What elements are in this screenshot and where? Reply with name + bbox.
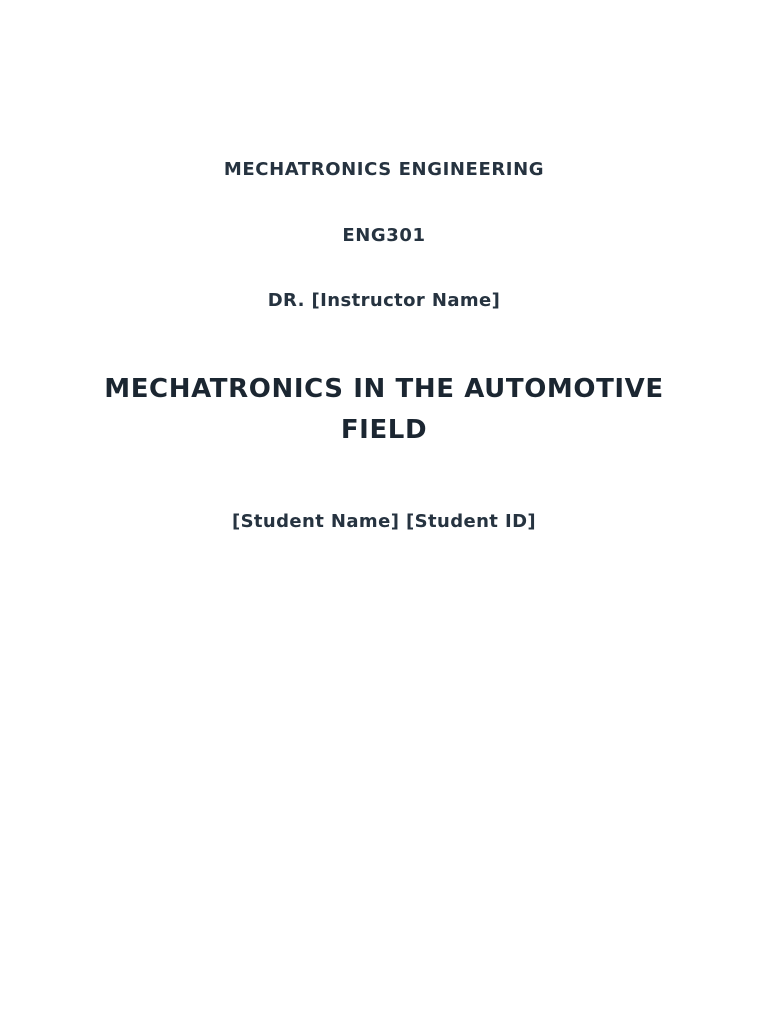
document-title: MECHATRONICS IN THE AUTOMOTIVE FIELD bbox=[104, 374, 664, 445]
department-heading: MECHATRONICS ENGINEERING bbox=[223, 159, 545, 180]
instructor-name: DR. [Instructor Name] bbox=[267, 290, 501, 311]
course-code: ENG301 bbox=[342, 225, 426, 246]
student-info: [Student Name] [Student ID] bbox=[231, 511, 537, 532]
